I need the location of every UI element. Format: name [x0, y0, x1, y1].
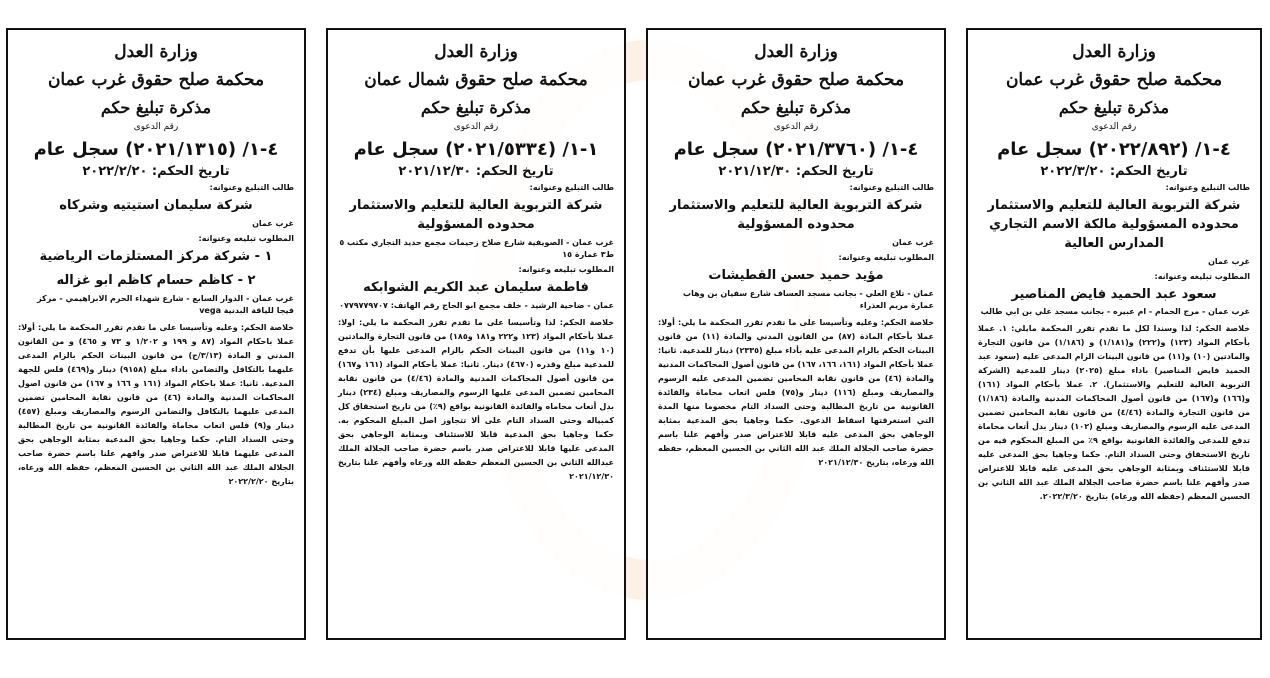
- plaintiff-name: شركة سليمان استيتيه وشركاه: [59, 198, 253, 213]
- defendant-label: المطلوب تبليغه وعنوانه:: [198, 233, 294, 243]
- defendant-name-2: ٢ - كاظم حسام كاظم ابو غزاله: [56, 272, 256, 288]
- notice-2: [646, 28, 946, 640]
- plaintiff-label: طالب التبليغ وعنوانه:: [1165, 183, 1250, 192]
- defendant-name-1: ١ - شركة مركز المستلزمات الرياضية: [39, 248, 273, 264]
- court-name: محكمة صلح حقوق شمال عمان: [364, 70, 588, 90]
- judgment-summary: خلاصة الحكم: لذا وتأسيسا على ما تقدم تقرر المحكمة ما يلي: اولا: عملا بأحكام المواد (١٢٣ و٢٢٢ و١٨١ و١٨٥) من قانون التجارة والمادتين (١٠ و١١) من قانون البينات الحكم بالزام المدعى عليها بأن تدفع للمدعية مبلغ وقدره (٤٦٧٠) دينار. ثانيا: عملا بأحكام المواد (١٦١ و١٦٧) من قانون أصول المحاكمات المدنية والمادة (٤/٤٦) من قانون نقابة المحامين تضمين المدعى عليها الرسوم والمصاريف ومبلغ (٢٣٤) دينار بدل أتعاب محاماه والفائدة القانونية بواقع (٩٪) من تاريخ استحقاق كل كمبياله وحتى السداد التام على ألا تتجاوز اصل المبلغ المحكوم به. حكما وجاهيا بحق المدعية قابلا للاستئناف وبمثابة الوجاهي بحق المدعى عليها قابلا للاعتراض صدر باسم حضرة صاحب الجلالة الملك عبدالله الثاني بن الحسين المعظم حفظه الله ورعاه وأفهم علنا بتاريخ ٢٠٢١/١٢/٣٠: [338, 317, 615, 481]
- defendant-address: غرب عمان - الدوار السابع - شارع شهداء الحرم الابراهيمي - مركز فيجا للياقة البدنية vega: [37, 293, 294, 315]
- case-number-label: رقم الدعوى: [773, 122, 819, 132]
- case-number: ٤-١/ (٢٠٢١/٣٧٦٠) سجل عام: [673, 139, 919, 160]
- case-number: ٤-١/ (٢٠٢١/١٣١٥) سجل عام: [33, 139, 279, 160]
- plaintiff-label: طالب التبليغ وعنوانه:: [849, 183, 934, 192]
- defendant-address: عمان - تلاع العلي - بجانب مسجد العساف شارع سفيان بن وهاب عمارة مريم العذراء: [683, 288, 934, 310]
- judgment-summary: خلاصة الحكم: وعليه وتأسيسا على ما تقدم تقرر المحكمة ما يلي: أولا: عملا بأحكام المادة (٨٧) من القانون المدني والمادة (١١) من قانون البينات الحكم بالزام المدعى عليه بأداء مبلغ (٢٣٣٥) دينار للمدعية. ثانيا: عملا بأحكام المواد (١٦١، ١٦٦، ١٦٧) من قانون أصول المحاكمات المدنية والمادة (٤٦) من قانون نقابة المحامين تضمين المدعى عليه الرسوم والمصاريف ومبلغ (١١٦) دينار و(٧٥) فلس اتعاب محاماة والفائدة القانونية من تاريخ المطالبة وحتى السداد التام مخصوما منها المدة التي استغرقتها اسقاط الدعوى. حكما وجاهيا بحق المدعية بمثابة الوجاهي بحق المدعى عليه قابلا للاعتراض صدر وأفهم علنا باسم حضرة صاحب الجلالة الملك عبد الله الثاني بن الحسين المعظم، حفظه الله ورعاه، بتاريخ ٢٠٢١/١٢/٣٠: [658, 317, 935, 467]
- case-number-label: رقم الدعوى: [1091, 122, 1137, 132]
- judgment-date: تاريخ الحكم: ٢٠٢١/١٢/٣٠: [718, 164, 874, 179]
- defendant-address: عمان - ضاحية الرشيد - خلف مجمع ابو الحاج رقم الهاتف: ٠٧٧٩٧٧٩٧٠٧: [339, 300, 614, 310]
- notice-1: [966, 28, 1262, 640]
- ministry-heading: وزارة العدل: [434, 42, 518, 62]
- judgment-summary: خلاصة الحكم: وعليه وتأسيسا على ما تقدم تقرر المحكمة ما يلي: أولا: عملا باحكام المواد (٨٧ و ١٩٩ و ١/٢٠٢ و ٧٣ و ٤٦٥) و من القانون المدني و المادة (٣/١٣/ج) من قانون البينات الحكم بالزام المدعى عليهما بالتكافل والتضامن باداء مبلغ (٩١٥٨) دينار و(٤٦٩) فلس للجهة المدعية. ثانيا: عملا باحكام المواد (١٦١ و ١٦٦ و ١٦٧) من قانون اصول المحاكمات المدنية والمادة (٤٦) من قانون نقابة المحامين تضمين المدعى عليهما بالتكافل والتضامن الرسوم والمصاريف ومبلغ (٤٥٧) دينار و(٩) فلس اتعاب محاماة والفائدة القانونية من تاريخ المطالبة وحتى السداد التام. حكما وجاهيا بحق المدعية بمثابة الوجاهي بحق المدعى عليهما قابلا للاعتراض صدر وافهم علنا باسم حضرة صاحب الجلالة الملك عبد الله الثاني بن الحسين المعظم، حفظه الله ورعاه، بتاريخ ٢٠٢٢/٢/٢٠: [18, 322, 295, 486]
- plaintiff-address: غرب عمان: [892, 237, 934, 247]
- judgment-summary: خلاصة الحكم: لذا وسندا لكل ما تقدم تقرر المحكمة مايلي: ١. عملا بأحكام المواد (١٢٣) و(٢٢٢) و(١/١٨١) و (١/١٨٦) من قانون التجارة والمادتين (١٠) و(١١) من قانون البينات الزام المدعى عليه (سعود عبد الحميد فايض المناصير) باداء مبلغ (٢٠٢٥) دينار للمدعية (الشركة التربوية العالية للتعليم والاستثمار). ٢. عملا بأحكام المواد (١٦١) و(١٦٦) و(١٦٧) من قانون أصول المحاكمات المدنية والمادة (١/١٨٦) من قانون التجارة والمادة (٤/٤٦) من قانون نقابة المحامين تضمين المدعى عليه الرسوم والمصاريف ومبلغ (١٠٢) دينار بدل أتعاب محاماة تدفع للمدعى والفائدة القانونية بواقع ٩٪ من المبلغ المحكوم فيه من تاريخ الاستحقاق وحتى السداد التام. حكما وجاهيا بحق المدعى عليه قابلا للاستئناف وبمثابة الوجاهي بحق المدعى عليه قابلا للاعتراض صدر وأفهم علنا باسم حضرة صاحب الجلالة الملك عبد الله الثاني بن الحسين المعظم (حفظه الله ورعاه) بتاريخ ٢٠٢٢/٣/٢٠.: [978, 324, 1251, 502]
- judgment-date: تاريخ الحكم: ٢٠٢١/١٢/٣٠: [398, 164, 554, 179]
- court-name: محكمة صلح حقوق غرب عمان: [47, 70, 265, 90]
- defendant-name: مؤيد حميد حسن القطيشات: [708, 267, 884, 283]
- notice-title: مذكرة تبليغ حكم: [100, 98, 212, 117]
- case-number: ١-١/ (٢٠٢١/٥٣٣٤) سجل عام: [353, 139, 599, 160]
- judgment-date: تاريخ الحكم: ٢٠٢٢/٢/٢٠: [82, 164, 230, 179]
- defendant-label: المطلوب تبليغه وعنوانه:: [838, 252, 934, 262]
- plaintiff-address: غرب عمان: [1208, 256, 1250, 266]
- court-name: محكمة صلح حقوق غرب عمان: [1005, 70, 1223, 90]
- plaintiff-name: شركة التربوية العالية للتعليم والاستثمار محدوده المسؤولية: [349, 198, 603, 232]
- defendant-address: غرب عمان - مرج الحمام - ام عبيره - بجانب مسجد علي بن ابي طالب: [980, 307, 1250, 317]
- plaintiff-label: طالب التبليغ وعنوانه:: [529, 183, 614, 192]
- notice-3: [326, 28, 626, 640]
- case-number: ٤-١/ (٢٠٢٢/٨٩٢) سجل عام: [997, 139, 1231, 160]
- plaintiff-name: شركة التربوية العالية للتعليم والاستثمار محدوده المسؤولية مالكة الاسم التجاري المدارس العالية: [987, 198, 1241, 251]
- defendant-label: المطلوب تبليغه وعنوانه:: [518, 264, 614, 274]
- defendant-name: سعود عبد الحميد فايض المناصير: [1011, 286, 1217, 302]
- plaintiff-label: طالب التبليغ وعنوانه:: [209, 183, 294, 192]
- defendant-label: المطلوب تبليغه وعنوانه:: [1154, 271, 1250, 281]
- plaintiff-name: شركة التربوية العالية للتعليم والاستثمار محدوده المسؤولية: [669, 198, 923, 232]
- ministry-heading: وزارة العدل: [114, 42, 198, 62]
- notice-title: مذكرة تبليغ حكم: [1058, 98, 1170, 117]
- plaintiff-address: غرب عمان - الصويفية شارع صلاح زحيمات مجمع حديد التجاري مكتب ٥ ط٣ عمارة ١٥: [339, 237, 614, 259]
- plaintiff-address: غرب عمان: [252, 218, 294, 228]
- notice-4: [6, 28, 306, 640]
- defendant-name: فاطمة سليمان عبد الكريم الشوابكه: [363, 279, 589, 295]
- ministry-heading: وزارة العدل: [1072, 42, 1156, 62]
- court-name: محكمة صلح حقوق غرب عمان: [687, 70, 905, 90]
- ministry-heading: وزارة العدل: [754, 42, 838, 62]
- notice-title: مذكرة تبليغ حكم: [740, 98, 852, 117]
- judgment-date: تاريخ الحكم: ٢٠٢٢/٣/٢٠: [1040, 164, 1188, 179]
- case-number-label: رقم الدعوى: [453, 122, 499, 132]
- case-number-label: رقم الدعوى: [133, 122, 179, 132]
- notice-title: مذكرة تبليغ حكم: [420, 98, 532, 117]
